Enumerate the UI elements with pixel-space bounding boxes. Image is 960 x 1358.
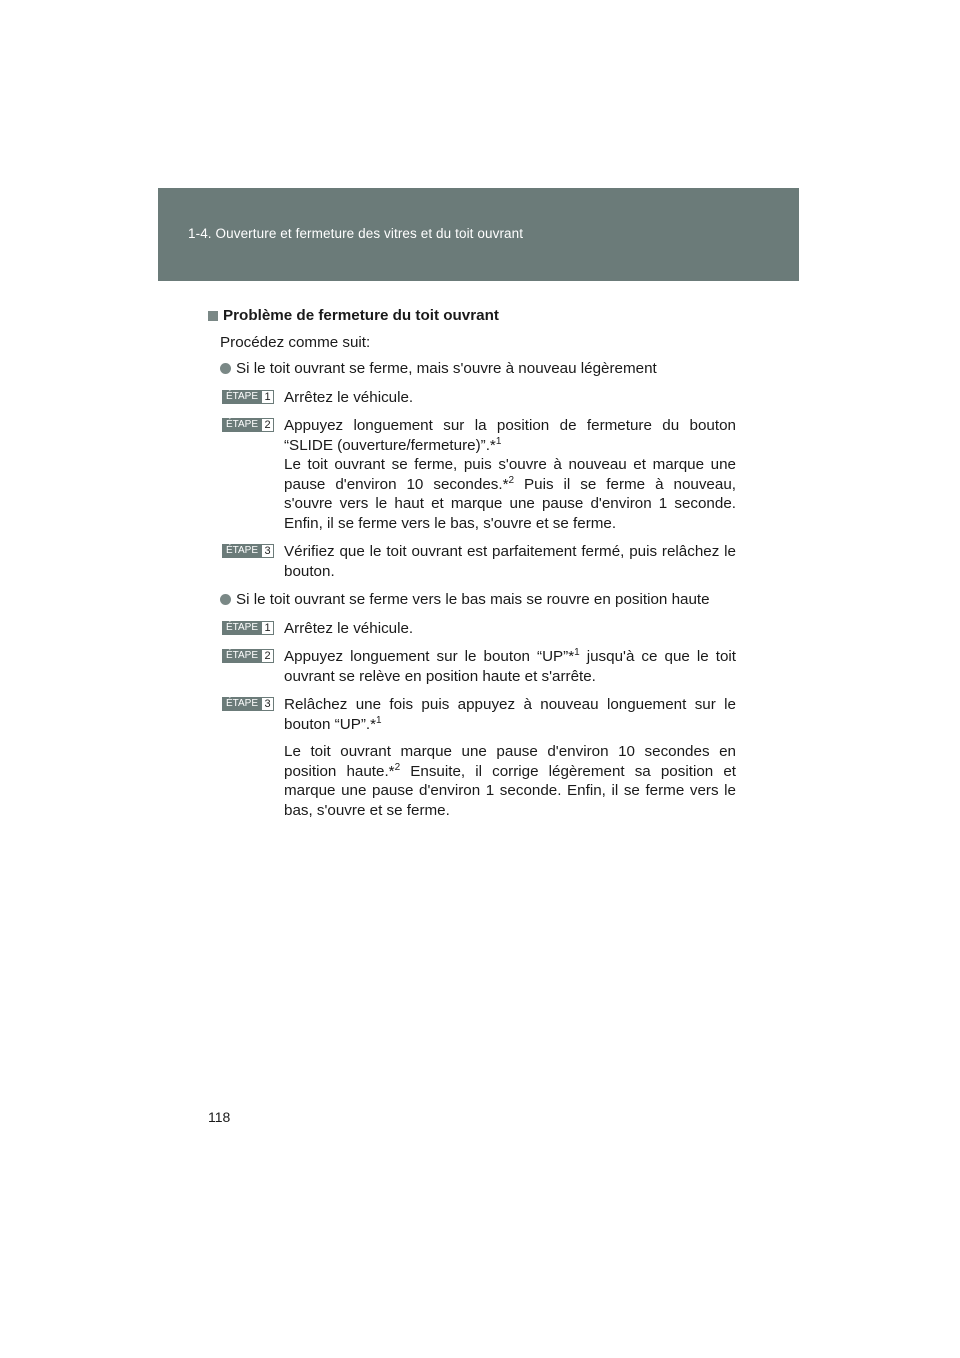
step-item — [208, 695, 736, 820]
step-text-part: jusqu'à ce que le toit ouvrant se relève en position haute et s'arrête. — [284, 648, 736, 685]
step-text-part: Le toit ouvrant marque une pause d'environ 10 secondes en position haute.* — [284, 743, 736, 780]
footnote-marker: 2 — [508, 474, 515, 486]
step-badge-number: 1 — [262, 621, 274, 635]
step-text-part: Appuyez longuement sur le bouton “UP”* — [284, 648, 575, 665]
case-title: Si le toit ouvrant se ferme, mais s'ouvre à nouveau légèrement — [236, 360, 657, 377]
step-badge — [222, 544, 274, 558]
step-badge-number: 1 — [262, 390, 274, 404]
step-badge — [222, 390, 274, 404]
step-badge-label: ÉTAPE — [222, 418, 262, 432]
main-content — [208, 306, 736, 829]
circle-bullet-icon — [220, 594, 231, 605]
step-badge — [222, 621, 274, 635]
page-number: 118 — [208, 1109, 231, 1125]
step-badge-label: ÉTAPE — [222, 544, 262, 558]
step-badge-number: 3 — [262, 697, 274, 711]
step-text — [284, 647, 736, 686]
section-title: Problème de fermeture du toit ouvrant — [223, 307, 499, 324]
step-badge-label: ÉTAPE — [222, 390, 262, 404]
footnote-marker: 1 — [376, 714, 382, 726]
step-item — [208, 619, 736, 639]
circle-bullet-icon — [220, 363, 231, 374]
step-badge-label: ÉTAPE — [222, 649, 262, 663]
step-badge-label: ÉTAPE — [222, 621, 262, 635]
step-item — [208, 416, 736, 533]
step-badge-number: 2 — [262, 649, 274, 663]
step-badge-label: ÉTAPE — [222, 697, 262, 711]
step-text-part: Appuyez longuement sur la position de fermeture du bouton “SLIDE (ouverture/fermeture)”.* — [284, 417, 736, 454]
step-badge-number: 2 — [262, 418, 274, 432]
section-heading — [208, 306, 736, 326]
footnote-marker: 1 — [574, 647, 580, 658]
step-badge-number: 3 — [262, 544, 274, 558]
step-item — [208, 647, 736, 686]
footnote-marker: 2 — [394, 761, 401, 773]
case-bullet — [220, 590, 736, 610]
footnote-marker: 1 — [495, 435, 502, 447]
step-text-part: Puis il se ferme à nouveau, s'ouvre vers le haut et marque une pause d'environ 1 seconde. Enfin, il se ferme vers le bas, s'ouvre et se ferme. — [284, 475, 736, 532]
step-item — [208, 542, 736, 581]
step-text: Vérifiez que le toit ouvrant est parfaitement fermé, puis relâchez le bouton. — [284, 543, 736, 580]
step-text — [284, 695, 736, 820]
step-badge — [222, 649, 274, 663]
step-text-part: Relâchez une fois puis appuyez à nouveau longuement sur le bouton “UP”.* — [284, 696, 736, 733]
step-text: Arrêtez le véhicule. — [284, 619, 414, 637]
intro-text: Procédez comme suit: — [220, 333, 371, 351]
step-badge — [222, 418, 274, 432]
chapter-title: 1-4. Ouverture et fermeture des vitres et du toit ouvrant — [188, 226, 524, 241]
chapter-header — [158, 188, 799, 281]
square-bullet-icon — [208, 311, 218, 321]
step-text-part: Le toit ouvrant se ferme, puis s'ouvre à nouveau et marque une pause d'environ 10 secondes.* — [284, 456, 736, 493]
step-text-part: Ensuite, il corrige légèrement sa position et marque une pause d'environ 1 seconde. Enfin, il se ferme vers le bas, s'ouvre et se ferme. — [284, 762, 736, 819]
case-title: Si le toit ouvrant se ferme vers le bas mais se rouvre en position haute — [236, 591, 710, 608]
case-bullet — [220, 359, 736, 379]
step-badge — [222, 697, 274, 711]
step-text: Arrêtez le véhicule. — [284, 388, 414, 406]
step-text — [284, 416, 736, 533]
step-item — [208, 388, 736, 408]
